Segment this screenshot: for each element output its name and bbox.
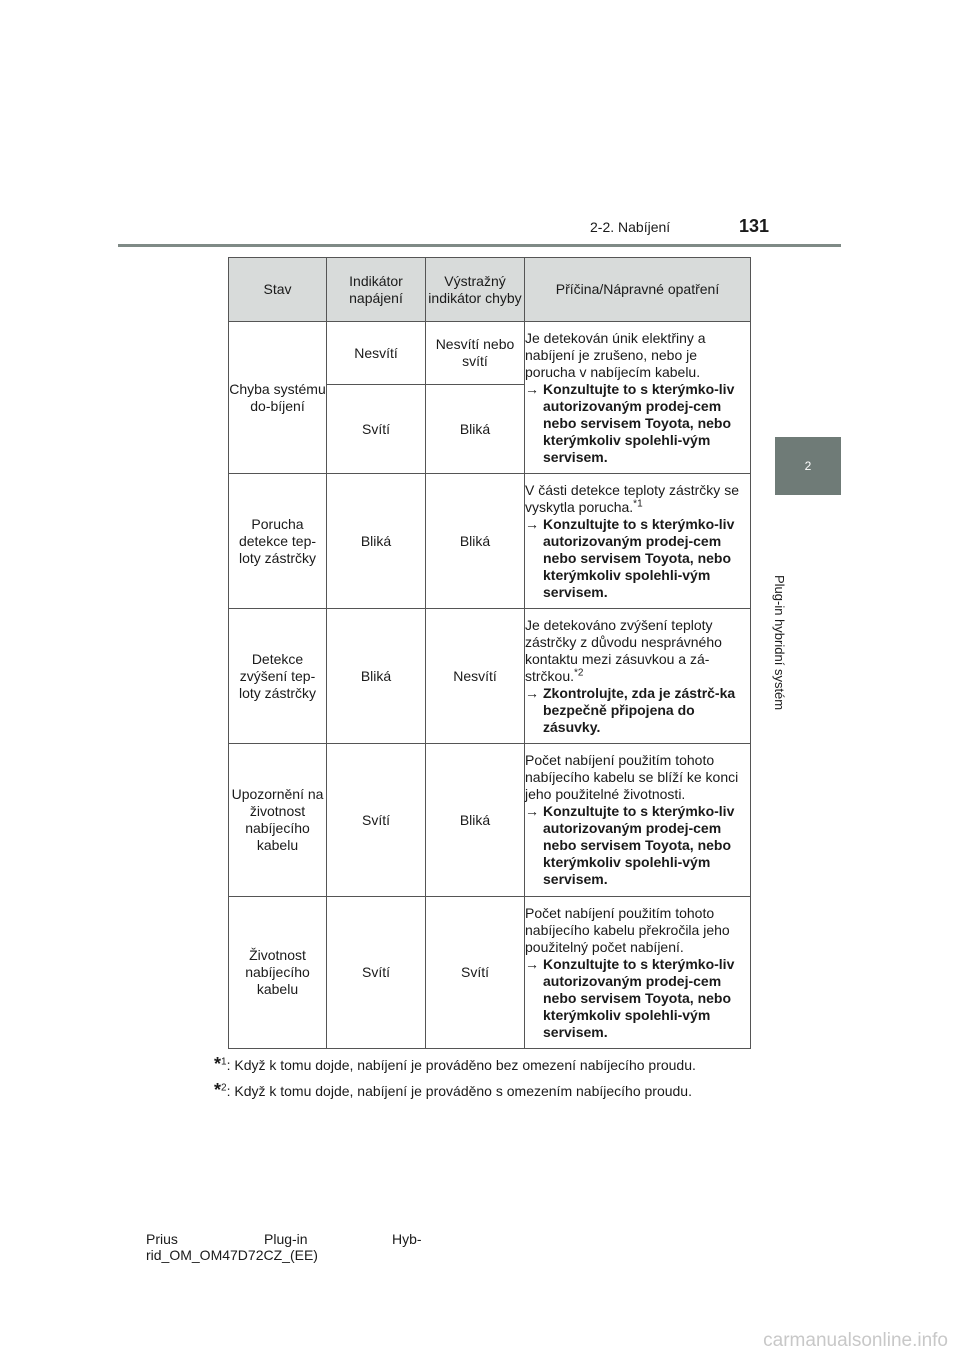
footer-word: Hyb- (392, 1231, 422, 1247)
footnote-text: : Když k tomu dojde, nabíjení je prováděno s omezením nabíjecího proudu. (226, 1083, 692, 1099)
power-indicator-cell: Svítí (327, 744, 426, 897)
cause-text: Počet nabíjení použitím tohoto nabíjecího kabelu se blíží ke konci jeho použitelné životnosti. (525, 752, 739, 802)
table-row (229, 744, 751, 897)
cause-text (525, 617, 750, 685)
chapter-number: 2 (804, 459, 812, 473)
action-text (525, 803, 750, 888)
action-label: Konzultujte to s kterýmko-liv autorizovaným prodej-cem nebo servisem Toyota, nebo kterýmkoliv spolehli-vým servisem. (543, 380, 735, 465)
action-label: Konzultujte to s kterýmko-liv autorizovaným prodej-cem nebo servisem Toyota, nebo kterýmkoliv spolehli-vým servisem. (543, 515, 735, 600)
action-text (525, 685, 750, 736)
cause-text: Je detekován únik elektřiny a nabíjení je zrušeno, nebo je porucha v nabíjecím kabelu. (525, 329, 706, 380)
column-header-state: Stav (229, 258, 327, 322)
state-cell: Detekce zvýšení tep-loty zástrčky (229, 609, 327, 744)
cause-cell (525, 897, 751, 1049)
power-indicator-cell: Svítí (327, 897, 426, 1049)
cause-cell (525, 322, 751, 474)
column-header-power-indicator: Indikátor napájení (327, 258, 426, 322)
error-indicator-cell: Nesvítí (426, 609, 525, 744)
table-row (229, 474, 751, 609)
footnote (214, 1054, 696, 1075)
state-cell: Chyba systému do-bíjení (229, 322, 327, 474)
section-title: 2-2. Nabíjení (590, 219, 671, 235)
cause-text: Počet nabíjení použitím tohoto nabíjecího kabelu překročila jeho použitelný počet nabíjení. (525, 904, 730, 955)
arrow-icon: → (525, 684, 539, 701)
footnote-ref: *1 (633, 497, 643, 509)
footnote-mark: * (214, 1054, 222, 1074)
cause-text (525, 482, 750, 516)
column-header-cause-action: Příčina/Nápravné opatření (525, 258, 751, 322)
error-indicator-cell: Bliká (426, 474, 525, 609)
action-text (525, 516, 750, 601)
status-table (228, 257, 751, 1049)
footnote-text: : Když k tomu dojde, nabíjení je prováděno bez omezení nabíjecího proudu. (226, 1057, 696, 1073)
footer-word: Prius (146, 1231, 178, 1247)
error-indicator-cell: Bliká (426, 385, 525, 474)
state-cell: Upozornění na životnost nabíjecího kabelu (229, 744, 327, 897)
power-indicator-cell: Svítí (327, 385, 426, 474)
arrow-icon: → (525, 515, 539, 532)
footnote (214, 1080, 692, 1101)
power-indicator-cell: Bliká (327, 474, 426, 609)
footer-word: Plug-in (264, 1231, 308, 1247)
state-cell: Životnost nabíjecího kabelu (229, 897, 327, 1049)
arrow-icon: → (525, 955, 539, 972)
footnote-mark: * (214, 1080, 222, 1100)
cause-cell (525, 609, 751, 744)
header-divider (118, 244, 841, 247)
action-text (525, 956, 750, 1041)
cause-label: Je detekováno zvýšení teploty zástrčky z důvodu nesprávného kontaktu mezi zásuvkou a zá-strčkou. (525, 616, 722, 684)
cause-label: V části detekce teploty zástrčky se vyskytla porucha. (525, 481, 739, 515)
error-indicator-cell: Bliká (426, 744, 525, 897)
action-label: Konzultujte to s kterýmko-liv autorizovaným prodej-cem nebo servisem Toyota, nebo kterýmkoliv spolehli-vým servisem. (543, 803, 735, 887)
footnote-ref: *2 (574, 666, 584, 678)
action-label: Zkontrolujte, zda je zástrč-ka bezpečně připojena do zásuvky. (543, 684, 736, 735)
cause-cell (525, 474, 751, 609)
cause-cell (525, 744, 751, 897)
table-row (229, 322, 751, 385)
watermark: carmanualsonline.info (763, 1330, 948, 1351)
arrow-icon: → (525, 380, 539, 397)
footer-code: rid_OM_OM47D72CZ_(EE) (146, 1247, 318, 1263)
chapter-title: Plug-in hybridní systém (772, 575, 787, 711)
arrow-icon: → (525, 803, 539, 819)
chapter-tab (775, 437, 841, 495)
power-indicator-cell: Bliká (327, 609, 426, 744)
state-cell: Porucha detekce tep-loty zástrčky (229, 474, 327, 609)
table-row (229, 897, 751, 1049)
error-indicator-cell: Nesvítí nebo svítí (426, 322, 525, 385)
table-header-row (229, 258, 751, 322)
action-label: Konzultujte to s kterýmko-liv autorizovaným prodej-cem nebo servisem Toyota, nebo kterýmkoliv spolehli-vým servisem. (543, 955, 735, 1040)
table-row (229, 609, 751, 744)
power-indicator-cell: Nesvítí (327, 322, 426, 385)
footnote-number: 2 (221, 1082, 227, 1094)
footnote-number: 1 (221, 1056, 227, 1068)
action-text (525, 381, 750, 466)
column-header-error-indicator: Výstražný indikátor chyby (426, 258, 525, 322)
page-number: 131 (739, 216, 770, 236)
error-indicator-cell: Svítí (426, 897, 525, 1049)
